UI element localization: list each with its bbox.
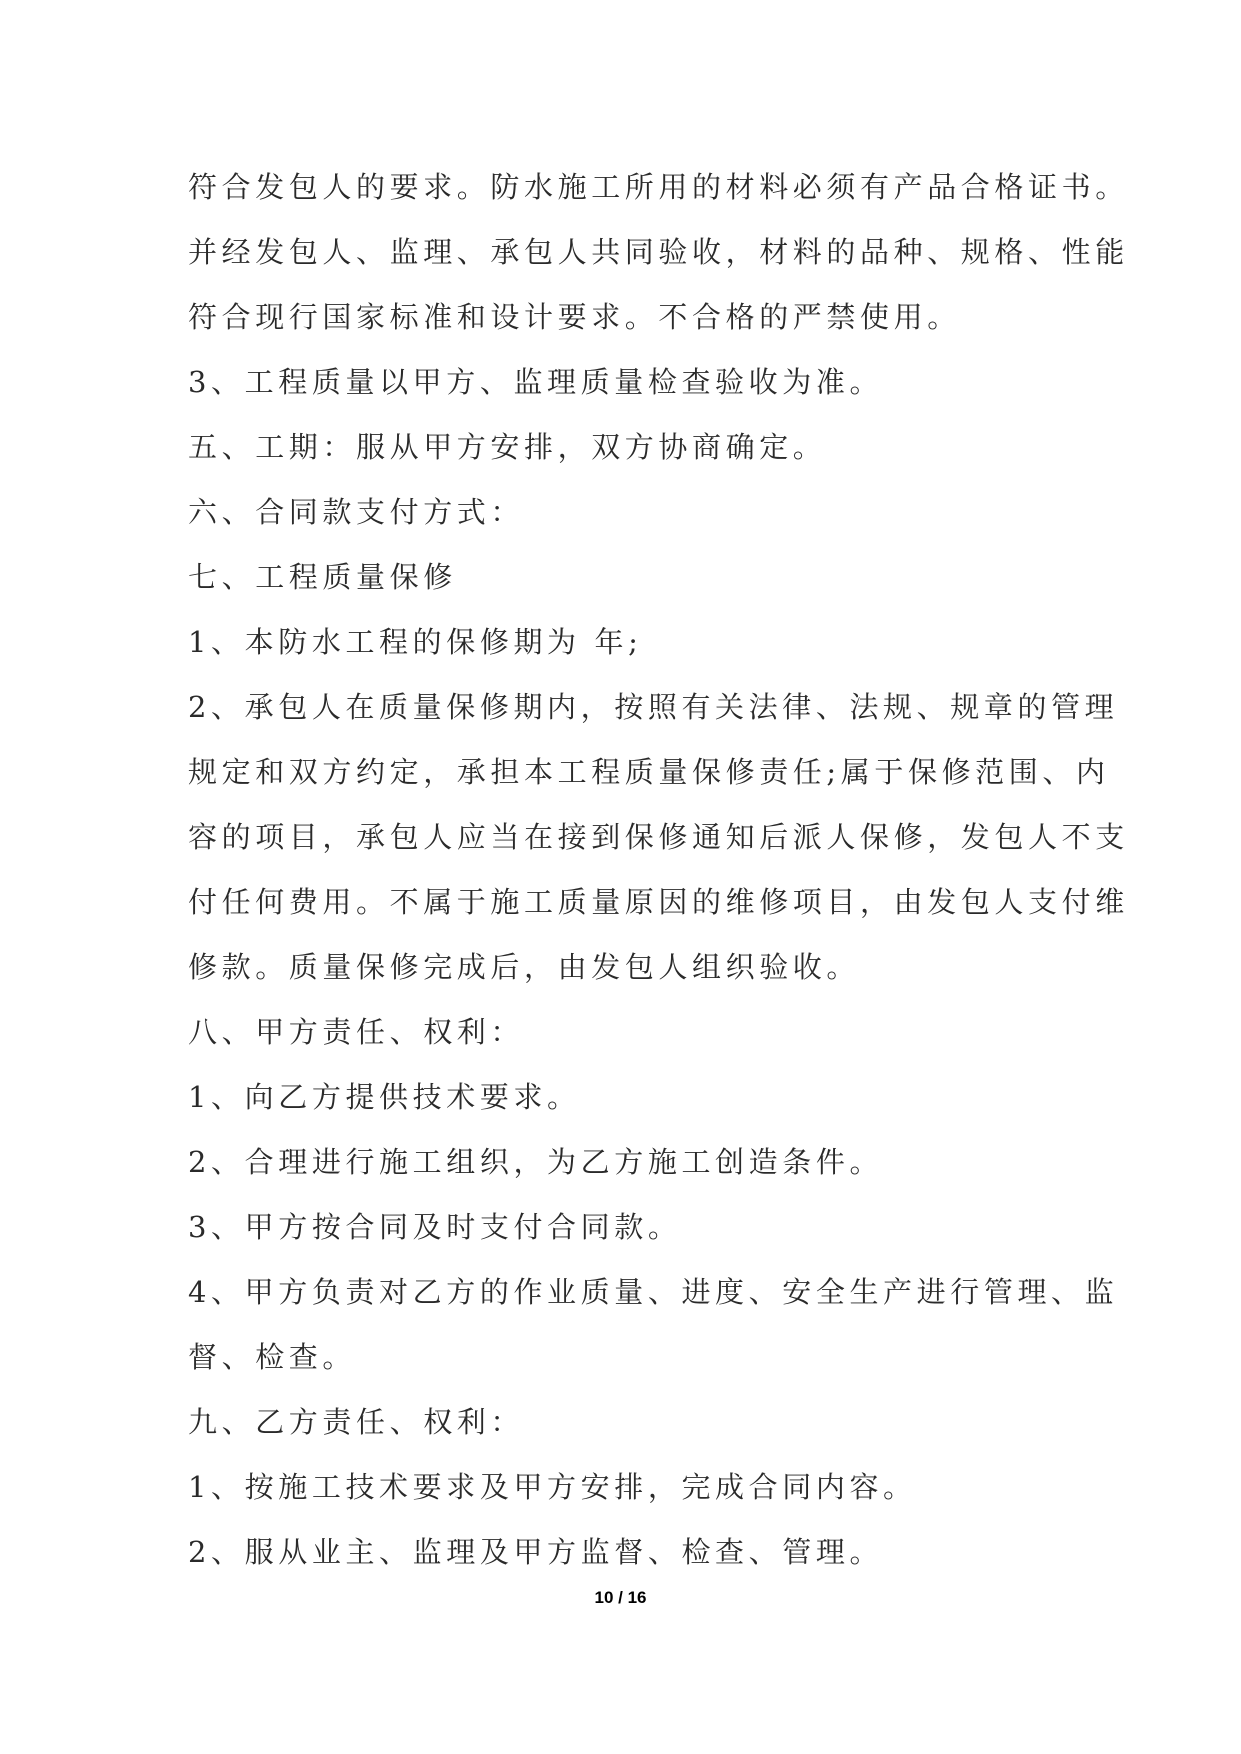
section-heading: 七、工程质量保修 xyxy=(188,560,457,594)
paragraph-line: 付任何费用。不属于施工质量原因的维修项目，由发包人支付维 xyxy=(188,885,1129,919)
section-heading: 九、乙方责任、权利： xyxy=(188,1405,525,1439)
page-number: 10 / 16 xyxy=(594,1588,647,1607)
paragraph-line: 规定和双方约定，承担本工程质量保修责任;属于保修范围、内 xyxy=(188,755,1110,789)
paragraph-line: 1、本防水工程的保修期为 年; xyxy=(188,625,643,659)
paragraph-line: 3、甲方按合同及时支付合同款。 xyxy=(188,1210,682,1244)
paragraph-line: 2、承包人在质量保修期内，按照有关法律、法规、规章的管理 xyxy=(188,690,1119,724)
paragraph-line: 3、工程质量以甲方、监理质量检查验收为准。 xyxy=(188,365,884,399)
paragraph-line: 2、合理进行施工组织，为乙方施工创造条件。 xyxy=(188,1145,884,1179)
section-heading: 五、工期：服从甲方安排，双方协商确定。 xyxy=(188,430,827,464)
paragraph-line: 符合现行国家标准和设计要求。不合格的严禁使用。 xyxy=(188,300,961,334)
section-heading: 八、甲方责任、权利： xyxy=(188,1015,525,1049)
paragraph-line: 1、按施工技术要求及甲方安排，完成合同内容。 xyxy=(188,1470,917,1504)
paragraph-line: 1、向乙方提供技术要求。 xyxy=(188,1080,581,1114)
paragraph-line: 督、检查。 xyxy=(188,1340,357,1374)
paragraph-line: 4、甲方负责对乙方的作业质量、进度、安全生产进行管理、监 xyxy=(188,1275,1119,1309)
document-body xyxy=(188,155,1129,1585)
paragraph-line: 并经发包人、监理、承包人共同验收，材料的品种、规格、性能 xyxy=(188,235,1129,269)
paragraph-line: 2、服从业主、监理及甲方监督、检查、管理。 xyxy=(188,1535,884,1569)
paragraph-line: 容的项目，承包人应当在接到保修通知后派人保修，发包人不支 xyxy=(188,820,1129,854)
paragraph-line: 修款。质量保修完成后，由发包人组织验收。 xyxy=(188,950,861,984)
section-heading: 六、合同款支付方式： xyxy=(188,495,525,529)
paragraph-line: 符合发包人的要求。防水施工所用的材料必须有产品合格证书。 xyxy=(188,170,1129,204)
